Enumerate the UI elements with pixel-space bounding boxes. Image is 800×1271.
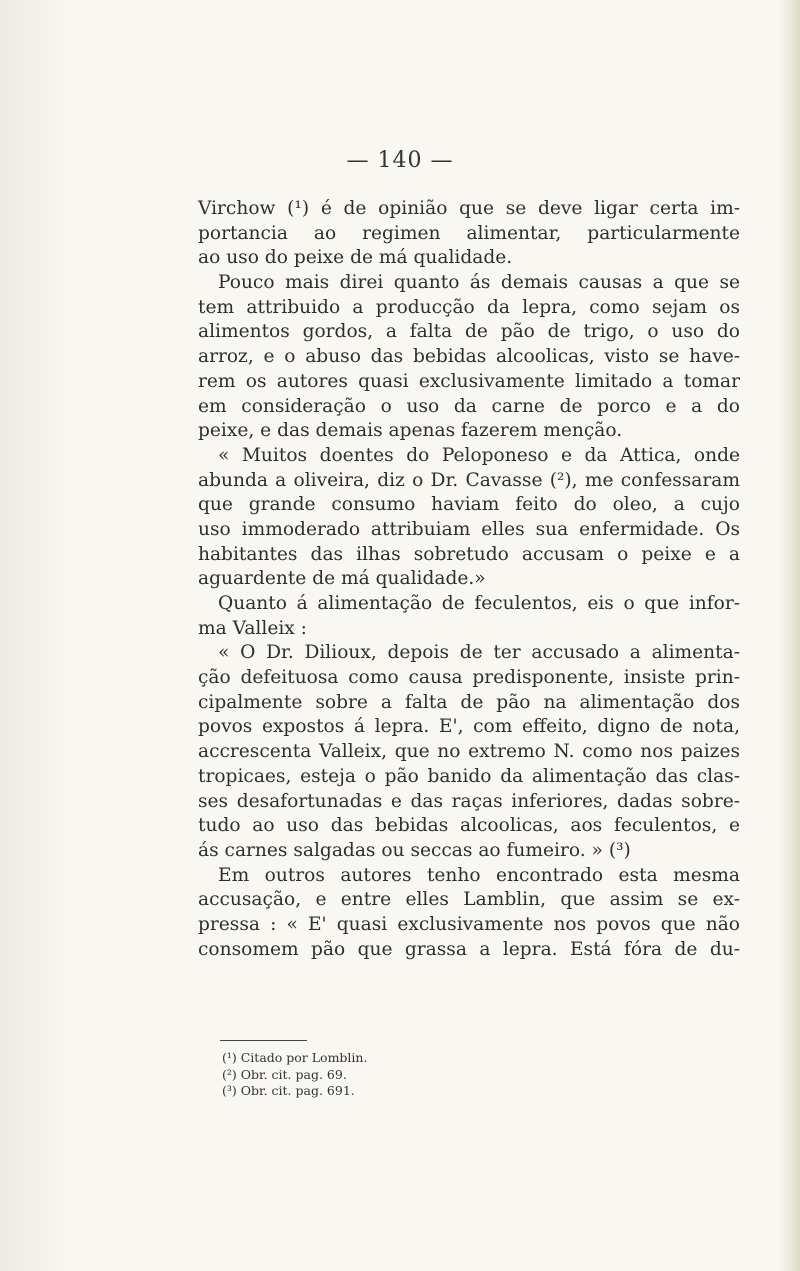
- text-line: tudo ao uso das bebidas alcoolicas, aos feculentos, e: [198, 815, 740, 837]
- text-line: ses desafortunadas e das raças inferiores, dadas sobre-: [198, 790, 740, 812]
- footnote: (¹) Citado por Lomblin.: [222, 1050, 368, 1065]
- text-line: tropicaes, esteja o pão banido da alimentação das clas-: [198, 765, 740, 787]
- text-line: « Muitos doentes do Peloponeso e da Attica, onde: [218, 444, 740, 466]
- page-number: — 140 —: [346, 148, 454, 173]
- page-gutter-shadow: [0, 0, 70, 1271]
- text-line: habitantes das ilhas sobretudo accusam o peixe e a: [198, 543, 740, 565]
- footnote-divider: [220, 1040, 307, 1041]
- body-text: [198, 197, 740, 962]
- text-line: portancia ao regimen alimentar, particularmente: [198, 222, 740, 244]
- text-line: « O Dr. Dilioux, depois de ter accusado a alimenta-: [218, 642, 740, 664]
- text-line: em consideração o uso da carne de porco e a do: [198, 395, 740, 417]
- text-line: Quanto á alimentação de feculentos, eis o que infor-: [218, 593, 740, 614]
- text-line: uso immoderado attribuiam elles sua enfermidade. Os: [198, 518, 740, 540]
- text-line: ma Valleix :: [198, 617, 307, 639]
- text-line: que grande consumo haviam feito do oleo, a cujo: [198, 494, 740, 516]
- text-line: ção defeituosa como causa predisponente, insiste prin-: [198, 667, 740, 689]
- text-line: povos expostos á lepra. E', com effeito, digno de nota,: [198, 716, 740, 738]
- text-line: consomem pão que grassa a lepra. Está fóra de du-: [198, 938, 740, 960]
- text-line: ao uso do peixe de má qualidade.: [198, 247, 513, 269]
- page-edge-shadow: [778, 0, 800, 1271]
- text-line: aguardente de má qualidade.»: [198, 568, 486, 590]
- text-line: alimentos gordos, a falta de pão de trigo, o uso do: [198, 321, 740, 343]
- text-line: peixe, e das demais apenas fazerem menção.: [198, 420, 623, 442]
- text-line: Pouco mais direi quanto ás demais causas a que se: [218, 272, 740, 294]
- text-line: abunda a oliveira, diz o Dr. Cavasse (²), me confessaram: [198, 469, 740, 491]
- text-line: rem os autores quasi exclusivamente limitado a tomar: [198, 370, 740, 392]
- text-line: tem attribuido a producção da lepra, como sejam os: [198, 296, 740, 318]
- text-line: accusação, e entre elles Lamblin, que assim se ex-: [198, 889, 740, 911]
- text-line: pressa : « E' quasi exclusivamente nos povos que não: [198, 913, 740, 935]
- footnotes: [222, 1050, 367, 1100]
- footnote: (²) Obr. cit. pag. 69.: [222, 1066, 347, 1082]
- text-line: arroz, e o abuso das bebidas alcoolicas, visto se have-: [198, 346, 740, 368]
- text-line: Em outros autores tenho encontrado esta mesma: [218, 864, 740, 886]
- text-line: ás carnes salgadas ou seccas ao fumeiro. » (³): [198, 839, 631, 861]
- text-line: Virchow (¹) é de opinião que se deve ligar certa im-: [198, 198, 740, 219]
- text-line: cipalmente sobre a falta de pão na alimentação dos: [198, 691, 740, 713]
- footnote: (³) Obr. cit. pag. 691.: [222, 1083, 355, 1098]
- text-line: accrescenta Valleix, que no extremo N. como nos paizes: [198, 741, 740, 763]
